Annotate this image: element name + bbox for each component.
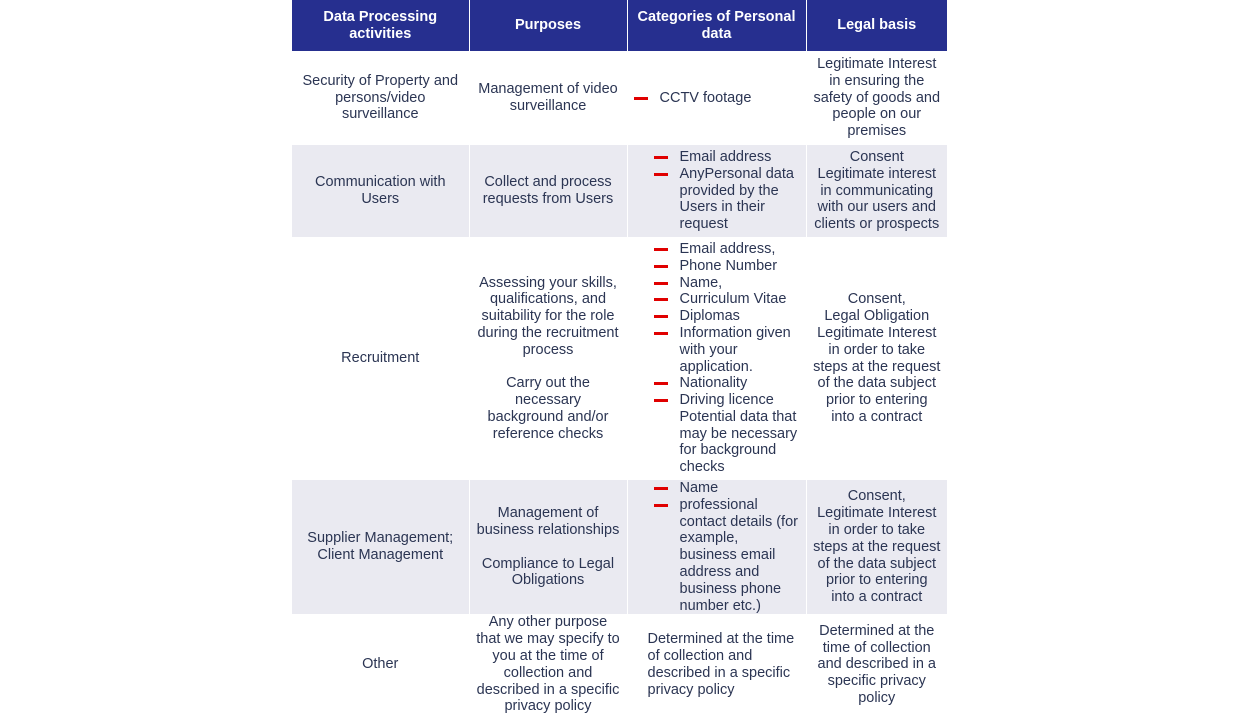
table-row-recruitment — [292, 237, 947, 480]
category-item: Email address, — [680, 241, 800, 258]
purposes-cell — [469, 237, 627, 480]
header-purposes: Purposes — [469, 0, 627, 51]
purpose-paragraph: Management of business relationships — [476, 505, 620, 538]
categories-cell — [627, 480, 806, 614]
legal-basis-cell — [806, 145, 947, 237]
table-row-communication — [292, 145, 947, 237]
legal-basis-line: Consent — [849, 149, 904, 165]
category-item: Name, — [680, 275, 800, 292]
header-activities: Data Processing activities — [292, 0, 469, 51]
legal-basis-line: Legitimate interest in communicating with our users and clients or prospects — [814, 165, 940, 233]
categories-cell — [627, 145, 806, 237]
category-item: Phone Number — [680, 258, 800, 275]
activity-cell: Other — [292, 614, 469, 715]
category-item: AnyPersonal data provided by the Users in their request — [680, 166, 800, 233]
purposes-cell — [469, 480, 627, 614]
header-categories: Categories of Personal data — [627, 0, 806, 51]
category-item: Nationality — [680, 375, 800, 392]
categories-cell — [627, 237, 806, 480]
activity-cell: Security of Property and persons/video surveillance — [292, 51, 469, 145]
table-row-other — [292, 614, 947, 715]
purposes-cell: Collect and process requests from Users — [469, 145, 627, 237]
table-row-security — [292, 51, 947, 145]
categories-cell — [627, 51, 806, 145]
legal-basis-line: Consent, — [847, 291, 906, 308]
legal-basis-cell: Legitimate Interest in ensuring the safety of goods and people on our premises — [813, 56, 941, 140]
category-item: Diplomas — [680, 308, 800, 325]
purpose-paragraph: Compliance to Legal Obligations — [481, 555, 615, 589]
category-item: Name — [680, 480, 800, 497]
legal-basis-cell: Consent, Legitimate Interest in order to take steps at the request of the data subject prior to entering into a contract — [806, 480, 947, 614]
header-row — [292, 0, 947, 51]
category-item: Driving licence — [680, 392, 800, 409]
table-row-supplier-management — [292, 480, 947, 614]
header-legal-basis: Legal basis — [806, 0, 947, 51]
data-processing-table — [292, 0, 947, 715]
category-item: CCTV footage — [660, 90, 800, 107]
purposes-cell: Any other purpose that we may specify to you at the time of collection and described in a specific privacy policy — [469, 614, 627, 715]
category-item: Potential data that may be necessary for background checks — [679, 408, 798, 476]
activity-cell: Communication with Users — [292, 145, 469, 237]
category-item: Curriculum Vitae — [680, 291, 800, 308]
purpose-paragraph: Carry out the necessary background and/or reference checks — [487, 375, 609, 442]
legal-basis-cell — [806, 237, 947, 480]
purposes-cell: Management of video surveillance — [469, 51, 627, 145]
legal-basis-line: Legitimate Interest in order to take steps at the request of the data subject prior to entering into a contract — [813, 324, 941, 425]
category-item: Email address — [680, 149, 800, 166]
activity-cell: Recruitment — [292, 237, 469, 480]
category-item: professional contact details (for example, business email address and business phone number etc.) — [679, 496, 798, 614]
legal-basis-line: Legal Obligation — [824, 308, 930, 325]
activity-cell: Supplier Management; Client Management — [292, 480, 469, 614]
category-item: Information given with your application. — [680, 325, 800, 375]
categories-cell: Determined at the time of collection and described in a specific privacy policy — [627, 614, 806, 715]
legal-basis-cell: Determined at the time of collection and described in a specific privacy policy — [817, 622, 936, 706]
purpose-paragraph: Assessing your skills, qualifications, and suitability for the role during the recruitment process — [477, 274, 619, 358]
